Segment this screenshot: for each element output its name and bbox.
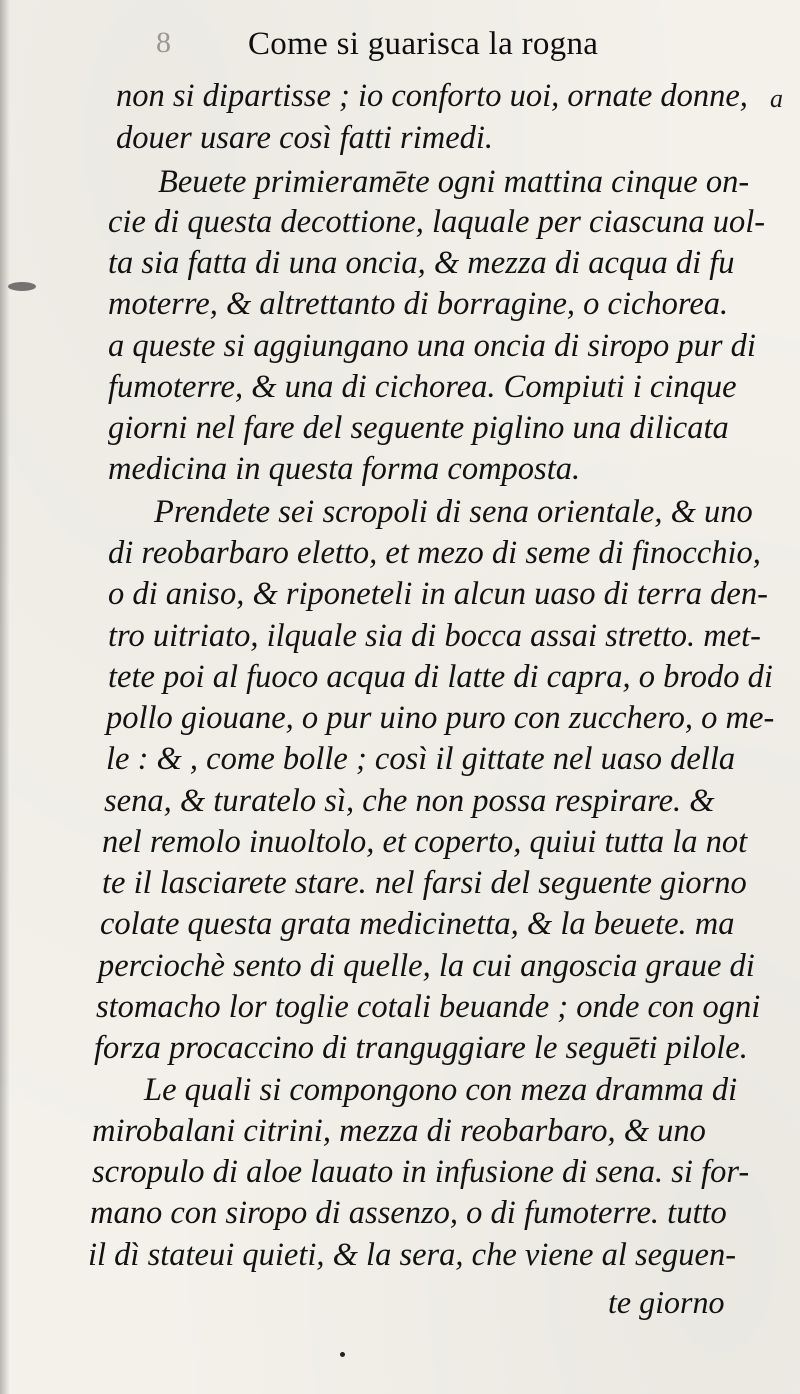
ink-speck — [340, 1352, 345, 1357]
text-line: sena, & turatelo sì, che non possa respirare. & — [104, 783, 715, 819]
text-line: mano con siropo di assenzo, o di fumoterre. tutto — [90, 1195, 727, 1231]
margin-note: a — [770, 84, 783, 113]
margin-ornament — [8, 282, 36, 291]
text-line: Beuete primieramēte ogni mattina cinque on- — [158, 164, 750, 200]
catchword: te giorno — [608, 1284, 725, 1320]
text-line: pollo giouane, o pur uino puro con zucchero, o me- — [106, 700, 775, 736]
text-line: medicina in questa forma composta. — [108, 451, 581, 487]
text-line: scropulo di aloe lauato in infusione di sena. si for- — [92, 1154, 750, 1190]
text-line: douer usare così fatti rimedi. — [116, 120, 494, 156]
text-line: nel remolo inuoltolo, et coperto, quiui tutta la not — [102, 824, 748, 860]
text-line: stomacho lor toglie cotali beuande ; onde con ogni — [96, 989, 761, 1025]
text-line: moterre, & altrettanto di borragine, o cichorea. — [108, 286, 729, 322]
text-line: le : & , come bolle ; così il gittate nel uaso della — [106, 741, 736, 777]
text-line: Le quali si compongono con meza dramma di — [144, 1072, 738, 1108]
page-header — [150, 24, 710, 72]
running-head: Come si guarisca la rogna — [248, 26, 599, 62]
text-line: colate questa grata medicinetta, & la beuete. ma — [100, 906, 735, 942]
text-line: a queste si aggiungano una oncia di siropo pur di — [108, 328, 756, 364]
text-line: tete poi al fuoco acqua di latte di capra, o brodo di — [108, 659, 773, 695]
text-line: mirobalani citrini, mezza di reobarbaro, & uno — [92, 1113, 706, 1149]
text-line: giorni nel fare del seguente piglino una dilicata — [108, 410, 729, 446]
text-line: cie di questa decottione, laquale per ciascuna uol- — [108, 204, 766, 240]
text-line: tro uitriato, ilquale sia di bocca assai stretto. met- — [108, 618, 761, 654]
text-line: il dì stateui quieti, & la sera, che viene al seguen- — [88, 1237, 737, 1273]
text-line: Prendete sei scropoli di sena orientale, & uno — [154, 494, 753, 530]
text-line: o di aniso, & riponeteli in alcun uaso di terra den- — [108, 576, 768, 612]
page-edge-shadow — [0, 0, 10, 1394]
text-line: forza procaccino di tranguggiare le seguēti pilole. — [94, 1030, 748, 1066]
page-number: 8 — [156, 26, 171, 59]
text-line: fumoterre, & una di cichorea. Compiuti i cinque — [108, 369, 737, 405]
text-line: ta sia fatta di una oncia, & mezza di acqua di fu — [108, 245, 735, 281]
text-line: non si dipartisse ; io conforto uoi, ornate donne, — [116, 78, 748, 114]
text-line: perciochè sento di quelle, la cui angoscia graue di — [98, 948, 755, 984]
text-line: di reobarbaro eletto, et mezo di seme di finocchio, — [108, 535, 761, 571]
text-line: te il lasciarete stare. nel farsi del seguente giorno — [102, 865, 747, 901]
